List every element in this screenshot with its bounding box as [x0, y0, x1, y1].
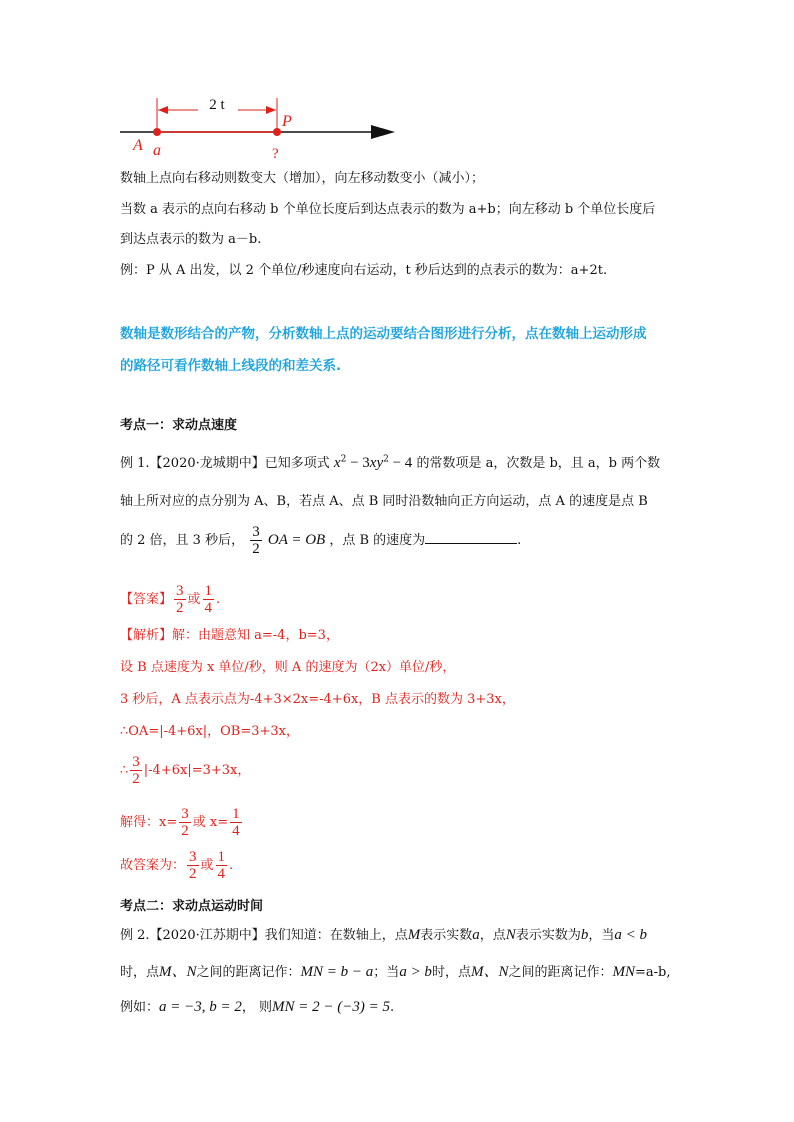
poly-end: − 4 [388, 455, 413, 471]
poly-mid: − 3 [346, 455, 370, 471]
point-a-dot [153, 128, 161, 136]
frac-num: 3 [252, 524, 260, 540]
solution-line-4: ∴OA=|-4+6x|，OB=3+3x， [120, 724, 299, 739]
highlight-line-1: 数轴是数形结合的产物，分析数轴上点的运动要结合图形进行分析，点在数轴上运动形成 [120, 326, 647, 342]
point-a-value: a [153, 142, 161, 159]
answer-fraction-2 [203, 583, 215, 616]
final-mid: 或 [200, 858, 214, 873]
frac-num: 3 [189, 849, 197, 865]
distance-arrow-right [266, 106, 276, 114]
poly-xy: xy [369, 455, 384, 471]
ex2-l3-a: 例如： [120, 1000, 160, 1015]
ex2-e: ，当 [588, 928, 615, 943]
poly-exp: 2 [340, 454, 347, 465]
answer-or: 或 [187, 592, 201, 607]
frac-den: 4 [204, 600, 213, 616]
answer-label: 【答案】 [120, 592, 173, 607]
ex2-l2-b: 之间的距离记作： [196, 965, 301, 980]
final-fraction-2 [216, 849, 228, 882]
distance-arrow-left [158, 106, 168, 114]
frac-den: 4 [232, 823, 240, 839]
solution-label: 【解析】 [120, 628, 173, 643]
example-values: a = −3, b = 2 [159, 999, 242, 1015]
intro-line-3: 到达点表示的数为 a－b. [120, 232, 262, 247]
solution-line-3: 3 秒后，A 点表示点为-4+3×2x=-4+6x，B 点表示的数为 3+3x， [120, 692, 515, 707]
frac-den: 2 [181, 823, 189, 839]
solution-line-7 [120, 849, 233, 882]
ex2-l3-end: . [390, 1000, 395, 1015]
answer-blank [425, 531, 517, 544]
final-end: . [229, 858, 234, 873]
frac-num: 1 [204, 583, 213, 599]
frac-den: 2 [189, 866, 197, 882]
intro-line-4: 例：P 从 A 出发，以 2 个单位/秒速度向右运动，t 秒后达到的点表示的数为：a+2t. [120, 263, 608, 278]
point-p-label: P [282, 113, 292, 130]
answer-line [120, 583, 220, 616]
point-p-value: ? [272, 146, 279, 162]
solve-pre: 解得：x= [120, 815, 178, 830]
solution-line-1 [120, 624, 339, 643]
ex1-suffix: 的常数项是 a，次数是 b，且 a，b 两个数 [416, 456, 661, 471]
solution-line-5 [120, 754, 250, 787]
var-b: b [580, 927, 589, 943]
ex2-b: 表示实数 [420, 928, 473, 943]
axis-arrow [371, 125, 395, 139]
cond-a-gt-b: a > b [399, 964, 432, 980]
example-mn-result: MN = 2 − (−3) = 5 [272, 999, 391, 1015]
ex2-l2-c: ；当 [373, 965, 400, 980]
frac-num: 3 [181, 806, 189, 822]
solve-mid: 或 x= [192, 815, 229, 830]
cond-a-lt-b: a < b [614, 927, 647, 943]
frac-den: 4 [217, 866, 226, 882]
example2-line-2 [120, 960, 670, 981]
example1-line-3 [120, 524, 521, 557]
solution-fraction [130, 754, 142, 787]
answer-end: . [216, 592, 221, 607]
poly-x: x [333, 455, 341, 471]
ex1-line3-a: 的 2 倍，且 3 秒后， [120, 533, 245, 548]
point-p-dot [273, 128, 281, 136]
frac-den: 2 [176, 600, 184, 616]
solution-text-1: 解：由题意知 a=-4，b=3， [172, 628, 339, 643]
var-m: M [407, 927, 421, 943]
frac-den: 2 [252, 541, 260, 557]
final-fraction-1 [187, 849, 199, 882]
ex2-l2-d: 时，点 [431, 965, 471, 980]
solve-fraction-1 [179, 806, 191, 839]
ex2-d: 表示实数为 [515, 928, 581, 943]
mn-formula-1: MN = b − a [300, 964, 374, 980]
solve-fraction-2 [230, 806, 242, 839]
var-a: a [472, 927, 480, 943]
solution-eq: |-4+6x|=3+3x， [143, 763, 251, 778]
frac-num: 3 [132, 754, 140, 770]
example2-line-1 [120, 924, 647, 944]
answer-fraction-1 [174, 583, 186, 616]
oa-ob-equation: OA = OB [267, 532, 326, 548]
points-mn-2: M、N [470, 964, 509, 980]
ex1-line3-end: . [517, 533, 522, 548]
ex2-l2-e: 之间的距离记作： [508, 965, 613, 980]
intro-line-2: 当数 a 表示的点向右移动 b 个单位长度后到达点表示的数为 a+b；向左移动 b 个单位长度后 [120, 202, 656, 217]
final-pre: 故答案为： [120, 858, 186, 873]
therefore-symbol: ∴ [120, 763, 129, 778]
ex1-prefix: 例 1.【2020·龙城期中】已知多项式 [120, 456, 330, 471]
frac-den: 2 [132, 771, 140, 787]
segment-label: 2 t [209, 97, 225, 113]
number-line-diagram [0, 0, 794, 170]
frac-num: 3 [176, 583, 184, 599]
intro-line-1: 数轴上点向右移动则数变大（增加），向左移动数变小（减小）； [120, 171, 485, 186]
ex2-l2-f: =a-b, [634, 965, 671, 980]
highlight-line-2: 的路径可看作数轴上线段的和差关系. [120, 358, 342, 374]
frac-num: 1 [217, 849, 226, 865]
ex2-l3-b: ， 则 [241, 1000, 273, 1015]
frac-num: 1 [232, 806, 240, 822]
solution-line-2: 设 B 点速度为 x 单位/秒，则 A 的速度为（2x）单位/秒， [120, 660, 456, 675]
mn-symbol: MN [612, 964, 635, 980]
fraction-3-2 [250, 524, 262, 557]
solution-line-6 [120, 806, 244, 839]
ex2-a: 例 2.【2020·江苏期中】我们知道：在数轴上，点 [120, 928, 408, 943]
point-a-label: A [133, 137, 143, 154]
var-n: N [505, 927, 516, 943]
section2-title: 考点二：求动点运动时间 [120, 899, 264, 914]
example2-line-3 [120, 996, 394, 1016]
section1-title: 考点一：求动点速度 [120, 418, 238, 433]
poly-exp2: 2 [383, 454, 389, 465]
ex2-l2-a: 时，点 [120, 965, 160, 980]
ex1-line3-b: ，点 B 的速度为 [329, 533, 426, 548]
points-mn: M、N [159, 964, 197, 980]
example1-line-1 [120, 452, 660, 472]
ex2-c: ，点 [479, 928, 506, 943]
example1-line-2: 轴上所对应的点分别为 A、B，若点 A、点 B 同时沿数轴向正方向运动，点 A 的速度是点 B [120, 494, 648, 509]
